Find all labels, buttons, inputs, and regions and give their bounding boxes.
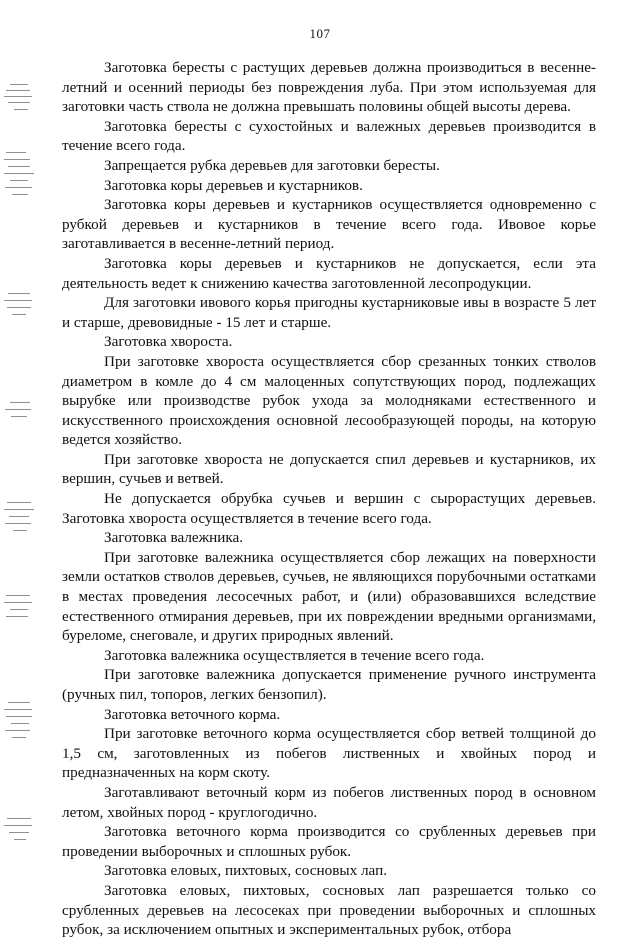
scan-artifact — [2, 82, 38, 118]
section-heading: Заготовка веточного корма. — [104, 705, 281, 723]
paragraph: Заготовка коры деревьев и кустарников не допускается, если эта деятельность ведет к снижению качества заготовленной лесопродукции. — [62, 254, 596, 292]
section-heading: Заготовка еловых, пихтовых, сосновых лап. — [104, 862, 388, 880]
section-heading: Заготовка валежника. — [104, 529, 244, 547]
paragraph: Заготовка еловых, пихтовых, сосновых лап разрешается только со срубленных деревьев на лесосеках при проведении выборочных и сплошных рубок, за исключением опытных и экспериментальных рубок, отбора — [62, 881, 596, 939]
scan-artifact — [2, 398, 38, 424]
paragraph: При заготовке валежника осуществляется сбор лежащих на поверхности земли остатков стволов деревьев, сучьев, не являющихся порубочными остатками в местах проведения лесосечных работ, и (или) образовавшихся вследствие естественного отмирания деревьев, при их повреждении вредными организмами, буреломе, снеговале, и других природных явлений. — [62, 548, 596, 645]
scan-artifact — [2, 815, 38, 849]
paragraph: Заготовка коры деревьев и кустарников осуществляется одновременно с рубкой деревьев и кустарников в течение всего года. Ивовое корье заготавливается в весенне-летний период. — [62, 196, 596, 253]
paragraph: Заготовка веточного корма производится со срубленных деревьев при проведении выборочных и сплошных рубок. — [62, 823, 596, 860]
section-heading: Заготовка хвороста. — [104, 333, 233, 351]
paragraph: При заготовке веточного корма осуществляется сбор ветвей толщиной до 1,5 см, заготовленных из побегов лиственных и хвойных пород и предназначенных на корм скоту. — [62, 725, 596, 782]
scan-artifact — [2, 592, 38, 626]
paragraph: При заготовке хвороста не допускается спил деревьев и кустарников, их вершин, сучьев и ветвей. — [62, 450, 596, 488]
paragraph: Заготовка валежника осуществляется в течение всего года. — [104, 646, 485, 664]
paragraph: Заготовка бересты с растущих деревьев должна производиться в весенне-летний и осенний периоды без повреждения луба. При этом используемая для заготовки часть ствола не должна превышать половины общей высоты дерева. — [62, 59, 596, 116]
scan-artifact — [2, 150, 38, 208]
document-body — [62, 58, 596, 940]
paragraph: Заготавливают веточный корм из побегов лиственных пород в основном летом, хвойных пород - круглогодично. — [62, 783, 596, 821]
paragraph: Для заготовки ивового корья пригодны кустарниковые ивы в возрасте 5 лет и старше, древовидные - 15 лет и старше. — [62, 294, 596, 331]
paragraph: При заготовке хвороста осуществляется сбор срезанных тонких стволов диаметром в комле до 4 см малоценных сопутствующих пород, подлежащих вырубке или производстве рубок ухода за молодняками естественного и искусственного происхождения основной лесообразующей породы, на которую ведется хозяйство. — [62, 352, 596, 449]
paragraph: Не допускается обрубка сучьев и вершин с сырорастущих деревьев. Заготовка хвороста осуществляется в течение всего года. — [62, 490, 596, 527]
scan-artifact — [2, 290, 38, 320]
page-number: 107 — [309, 26, 331, 41]
paragraph: При заготовке валежника допускается применение ручного инструмента (ручных пил, топоров, легких бензопил). — [62, 666, 596, 703]
scan-artifact — [2, 500, 38, 540]
paragraph: Запрещается рубка деревьев для заготовки бересты. — [104, 156, 440, 174]
scan-artifact — [2, 700, 38, 744]
section-heading: Заготовка коры деревьев и кустарников. — [104, 176, 363, 194]
paragraph: Заготовка бересты с сухостойных и валежных деревьев производится в течение всего года. — [62, 117, 596, 155]
scan-margin-noise — [0, 0, 44, 909]
